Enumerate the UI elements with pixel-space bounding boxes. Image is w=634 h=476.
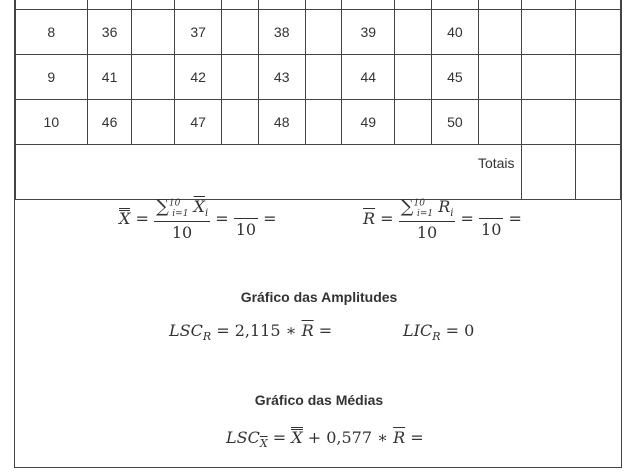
value-cell: 41 bbox=[87, 55, 132, 100]
amplitudes-title: Gráfico das Amplitudes bbox=[240, 289, 398, 305]
value-cell: 46 bbox=[87, 100, 132, 145]
sample-number: 10 bbox=[16, 100, 88, 145]
samples-table bbox=[15, 0, 621, 200]
value-cell: 49 bbox=[342, 100, 395, 145]
value-cell: 39 bbox=[342, 10, 395, 55]
value-cell: 50 bbox=[431, 100, 478, 145]
medias-title: Gráfico das Médias bbox=[254, 392, 384, 408]
value-cell: 44 bbox=[342, 55, 395, 100]
total-r-cell bbox=[521, 145, 576, 200]
xbarbar-formula: X = $\frac{\sum^{10}_{i=1} \overline{X}_i}{10}$ = 10 = bbox=[119, 196, 277, 243]
value-cell: 36 bbox=[87, 10, 132, 55]
control-chart-worksheet bbox=[14, 0, 622, 468]
value-cell: 48 bbox=[258, 100, 305, 145]
table-row bbox=[16, 55, 621, 100]
value-cell: 45 bbox=[431, 55, 478, 100]
lsc-x-formula: $LSC_{\overline{X}} = X + 0,577$ ∗ $\overline{R}$ = bbox=[226, 428, 424, 451]
table-row bbox=[16, 10, 621, 55]
value-cell: 43 bbox=[258, 55, 305, 100]
total-x-cell bbox=[576, 145, 621, 200]
value-cell: 42 bbox=[175, 55, 222, 100]
sample-number: 9 bbox=[16, 55, 88, 100]
lsc-r-formula: $LSC_R = 2,115$ ∗ $\overline{R}$ = bbox=[169, 321, 333, 344]
table-row-partial bbox=[16, 0, 621, 10]
sample-number: 8 bbox=[16, 10, 88, 55]
value-cell: 38 bbox=[258, 10, 305, 55]
value-cell: 47 bbox=[175, 100, 222, 145]
value-cell: 40 bbox=[431, 10, 478, 55]
lic-r-formula: $LIC_R = 0$ bbox=[403, 321, 475, 344]
totals-row bbox=[16, 145, 621, 200]
totals-label: Totais bbox=[16, 145, 522, 200]
rbar-formula: $\overline{R}$ = $\frac{\sum^{10}_{i=1} R_i}{10}$ = 10 = bbox=[363, 196, 522, 243]
table-row bbox=[16, 100, 621, 145]
value-cell: 37 bbox=[175, 10, 222, 55]
